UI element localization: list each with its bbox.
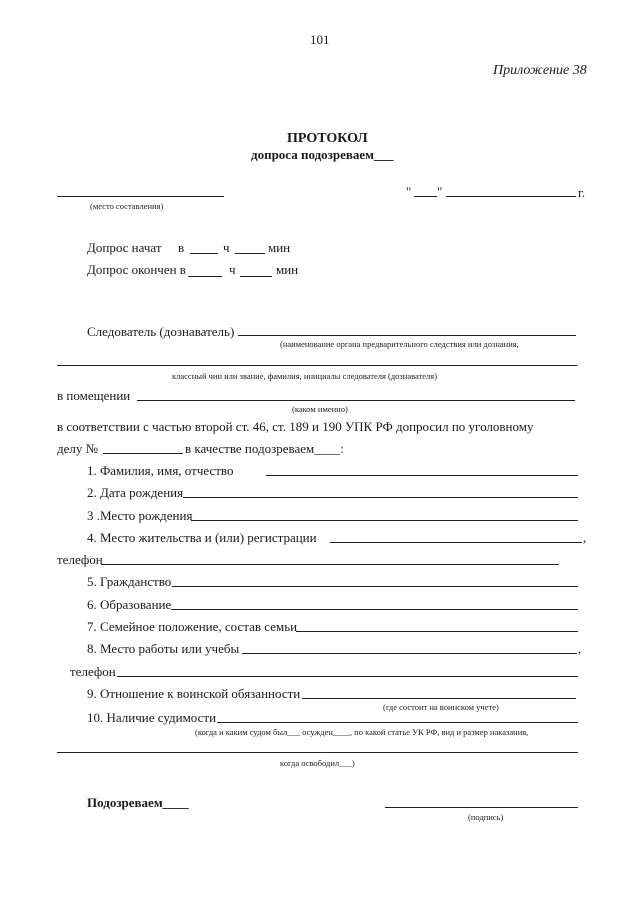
end-minute-unit: мин (276, 262, 299, 277)
investigator-line[interactable] (238, 335, 576, 336)
start-minute-line[interactable] (235, 253, 265, 254)
basis-line-1: в соответствии с частью второй ст. 46, ст. 189 и 190 УПК РФ допросил по уголовному (57, 419, 534, 434)
date-month-line[interactable] (446, 196, 576, 197)
field-full-name-line[interactable] (266, 475, 578, 476)
field-residence-line[interactable] (330, 542, 582, 543)
signature-line[interactable] (385, 807, 578, 808)
room-caption: (каком именно) (292, 404, 348, 414)
place-caption: (место составления) (90, 201, 164, 211)
field-conviction-line-2[interactable] (57, 752, 578, 753)
field-work-line[interactable] (242, 653, 577, 654)
start-minute-unit: мин (268, 240, 291, 255)
field-education-line[interactable] (171, 609, 578, 610)
end-minute-line[interactable] (240, 276, 272, 277)
field-phone-line[interactable] (101, 564, 559, 565)
field-birth-date-label: 2. Дата рождения (87, 485, 184, 500)
end-label: Допрос окончен в (87, 262, 186, 277)
field-residence-comma: , (583, 530, 587, 545)
place-line[interactable] (57, 196, 224, 197)
year-suffix: г. (578, 185, 586, 200)
appendix-label: Приложение 38 (493, 63, 587, 78)
field-residence-label: 4. Место жительства и (или) регистрации (87, 530, 317, 545)
signature-label: Подозреваем____ (87, 795, 189, 810)
end-hour-unit: ч (229, 262, 236, 277)
field-birth-place-line[interactable] (191, 520, 578, 521)
field-military-line[interactable] (302, 698, 576, 699)
field-phone-label: телефон (57, 552, 103, 567)
investigator-caption-1: (наименование органа предварительного следствия или дознания, (280, 339, 519, 349)
field-conviction-label: 10. Наличие судимости (87, 710, 217, 725)
investigator-label: Следователь (дознаватель) (87, 324, 235, 339)
suspect-as-label: в качестве подозреваем____: (185, 441, 344, 456)
start-at: в (178, 240, 185, 255)
field-military-caption: (где состоит на воинском учете) (383, 702, 499, 712)
field-work-phone-line[interactable] (117, 676, 578, 677)
field-birth-date-line[interactable] (183, 497, 578, 498)
investigator-caption-2: классный чин или звание, фамилия, инициалы следователя (дознавателя) (172, 371, 438, 381)
field-military-label: 9. Отношение к воинской обязанности (87, 686, 301, 701)
signature-caption: (подпись) (468, 812, 504, 822)
page-number: 101 (310, 32, 330, 47)
field-family-label: 7. Семейное положение, состав семьи (87, 619, 298, 634)
date-quote-close: " (437, 184, 443, 199)
field-education-label: 6. Образование (87, 597, 172, 612)
room-line[interactable] (137, 400, 575, 401)
document-title: ПРОТОКОЛ (287, 131, 368, 146)
investigator-line-2[interactable] (57, 365, 577, 366)
end-hour-line[interactable] (188, 276, 222, 277)
date-quote-open: " (406, 184, 412, 199)
field-conviction-caption-2: когда освободил___) (280, 758, 355, 768)
start-label: Допрос начат (87, 240, 162, 255)
start-hour-line[interactable] (190, 253, 218, 254)
field-work-phone-label: телефон (70, 664, 116, 679)
field-full-name-label: 1. Фамилия, имя, отчество (87, 463, 234, 478)
start-hour-unit: ч (223, 240, 230, 255)
field-citizenship-line[interactable] (172, 586, 578, 587)
field-citizenship-label: 5. Гражданство (87, 574, 172, 589)
date-day-line[interactable] (414, 196, 437, 197)
field-conviction-line[interactable] (217, 722, 578, 723)
field-birth-place-label: 3 .Место рождения (87, 508, 193, 523)
case-number-line[interactable] (103, 453, 183, 454)
room-label: в помещении (57, 388, 131, 403)
field-work-label: 8. Место работы или учебы (87, 641, 240, 656)
field-conviction-caption-1: (когда и каким судом был___ осужден____, по какой статье УК РФ, вид и размер наказания, (195, 727, 529, 737)
case-number-label: делу № (57, 441, 99, 456)
document-subtitle: допроса подозреваем___ (251, 147, 394, 162)
field-work-comma: , (578, 641, 582, 656)
field-family-line[interactable] (296, 631, 578, 632)
